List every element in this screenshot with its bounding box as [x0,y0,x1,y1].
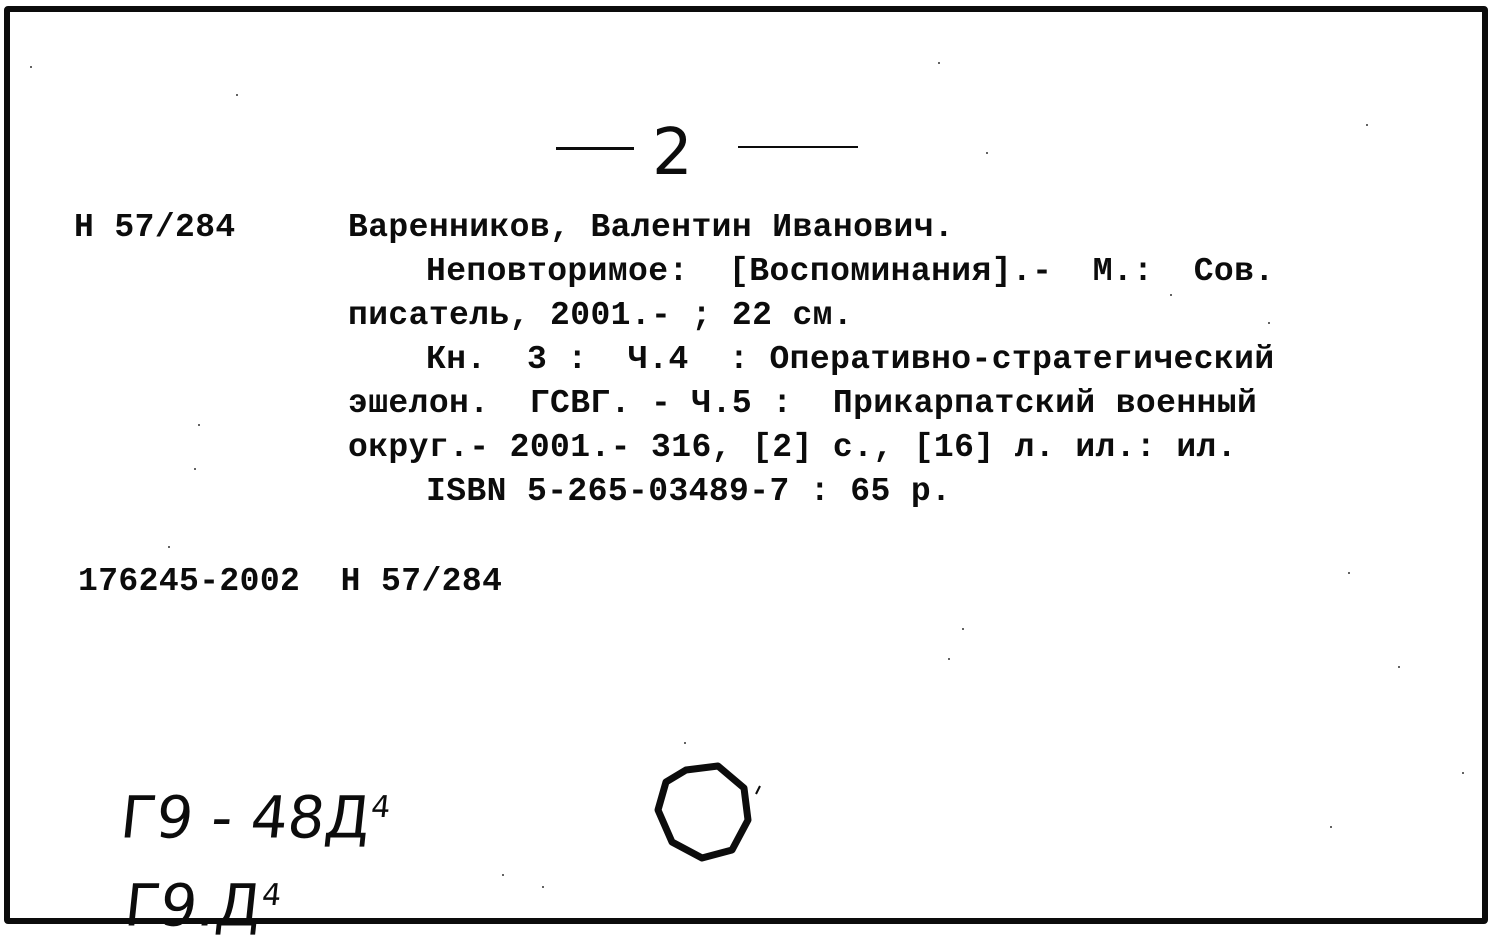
speck [1398,666,1400,668]
entry-line-volume-cont: эшелон. ГСВГ. - Ч.5 : Прикарпатский военный [348,385,1258,422]
handwritten-note-1-text: Г9 - 48Д [117,783,374,852]
speck [1366,124,1368,126]
speck [1462,772,1464,774]
entry-line-publisher: писатель, 2001.- ; 22 см. [348,297,854,334]
handwritten-note-2-sup: 4 [260,878,284,913]
speck [168,546,170,548]
entry-line-isbn: ISBN 5-265-03489-7 : 65 р. [426,473,952,510]
speck [1268,322,1270,324]
sheet-number-dash-left [556,147,634,150]
handwritten-note-1-sup: 4 [369,790,393,825]
sheet-number-dash-right [738,146,858,148]
handwritten-note-2 [85,800,291,937]
punch-hole-icon [648,758,768,868]
speck [962,628,964,630]
speck [1170,294,1172,296]
shelfmark: Н 57/284 [74,209,236,246]
speck [198,424,200,426]
speck [542,886,544,888]
entry-line-extent: округ.- 2001.- 316, [2] с., [16] л. ил.: ил. [348,429,1237,466]
accession-number: 176245-2002 Н 57/284 [78,563,503,600]
speck [938,62,940,64]
speck [684,742,686,744]
speck [986,152,988,154]
speck [948,658,950,660]
speck [236,94,238,96]
speck [1330,826,1332,828]
entry-line-volume: Кн. 3 : Ч.4 : Оперативно-стратегический [426,341,1275,378]
speck [194,468,196,470]
speck [30,66,32,68]
entry-line-title: Неповторимое: [Воспоминания].- М.: Сов. [426,253,1275,290]
handwritten-note-2-text: Г9.Д [121,871,265,939]
speck [1348,572,1350,574]
entry-line-author: Варенников, Валентин Иванович. [348,209,955,246]
speck [502,874,504,876]
sheet-number: 2 [652,116,693,190]
